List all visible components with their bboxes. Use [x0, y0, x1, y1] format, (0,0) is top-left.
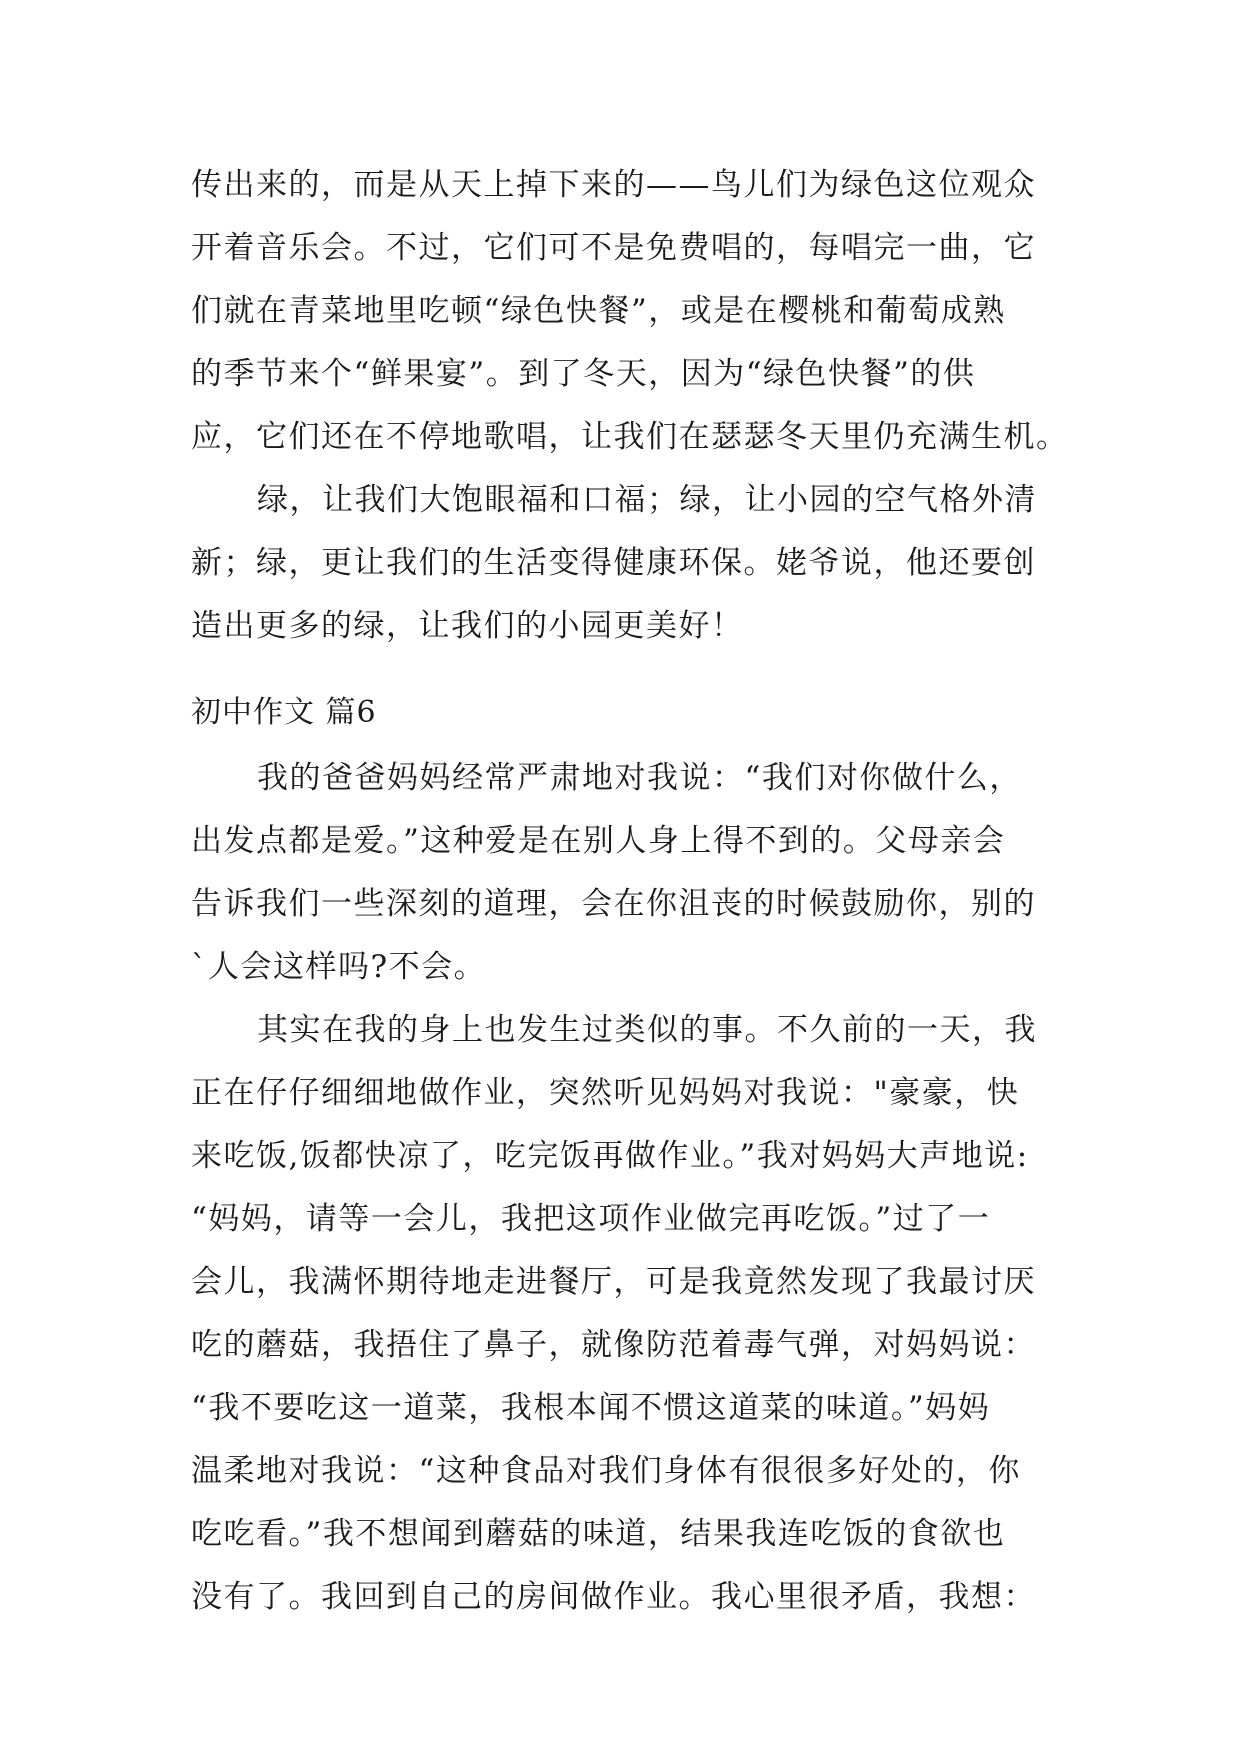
previous-essay-paragraph-2 — [191, 469, 1061, 658]
text-line: 绿，让我们大饱眼福和口福；绿，让小园的空气格外清 — [257, 482, 1037, 518]
text-line: `人会这样吗?不会。 — [191, 949, 487, 985]
text-line: 没有了。我回到自己的房间做作业。我心里很矛盾，我想： — [191, 1579, 1036, 1615]
text-line: “我不要吃这一道菜，我根本闻不惯这道菜的味道。”妈妈 — [191, 1390, 991, 1426]
text-line: “妈妈，请等一会儿，我把这项作业做完再吃饭。”过了一 — [191, 1201, 991, 1237]
text-line: 传出来的，而是从天上掉下来的——鸟儿们为绿色这位观众 — [191, 167, 1036, 203]
text-line: 新；绿，更让我们的生活变得健康环保。姥爷说，他还要创 — [191, 545, 1036, 581]
essay-6-paragraph-1 — [191, 747, 1061, 999]
text-line: 们就在青菜地里吃顿“绿色快餐”，或是在樱桃和葡萄成熟 — [191, 293, 1006, 329]
previous-essay-paragraph-1 — [191, 154, 1069, 469]
text-line: 出发点都是爱。”这种爱是在别人身上得不到的。父母亲会 — [191, 823, 1006, 859]
text-line: 吃的蘑菇，我捂住了鼻子，就像防范着毒气弹，对妈妈说： — [191, 1327, 1036, 1363]
section-title: 初中作文 篇6 — [191, 695, 377, 730]
text-line: 我的爸爸妈妈经常严肃地对我说：“我们对你做什么， — [257, 760, 1022, 796]
essay-6-paragraph-2 — [191, 999, 1061, 1629]
text-line: 其实在我的身上也发生过类似的事。不久前的一天，我 — [257, 1012, 1037, 1048]
text-line: 的季节来个“鲜果宴”。到了冬天，因为“绿色快餐”的供 — [191, 356, 976, 392]
section-heading — [191, 681, 1061, 744]
text-line: 应，它们还在不停地歌唱，让我们在瑟瑟冬天里仍充满生机。 — [191, 419, 1069, 455]
text-line: 来吃饭,饭都快凉了，吃完饭再做作业。”我对妈妈大声地说: — [191, 1138, 1029, 1174]
text-line: 温柔地对我说：“这种食品对我们身体有很很多好处的，你 — [191, 1453, 1021, 1489]
text-line: 开着音乐会。不过，它们可不是免费唱的，每唱完一曲，它 — [191, 230, 1036, 266]
text-line: 吃吃看。”我不想闻到蘑菇的味道，结果我连吃饭的食欲也 — [191, 1516, 1006, 1552]
text-line: 造出更多的绿，让我们的小园更美好！ — [191, 608, 744, 644]
text-line: 正在仔仔细细地做作业，突然听见妈妈对我说："豪豪，快 — [191, 1075, 1020, 1111]
text-line: 告诉我们一些深刻的道理，会在你沮丧的时候鼓励你，别的 — [191, 886, 1036, 922]
text-line: 会儿，我满怀期待地走进餐厅，可是我竟然发现了我最讨厌 — [191, 1264, 1036, 1300]
